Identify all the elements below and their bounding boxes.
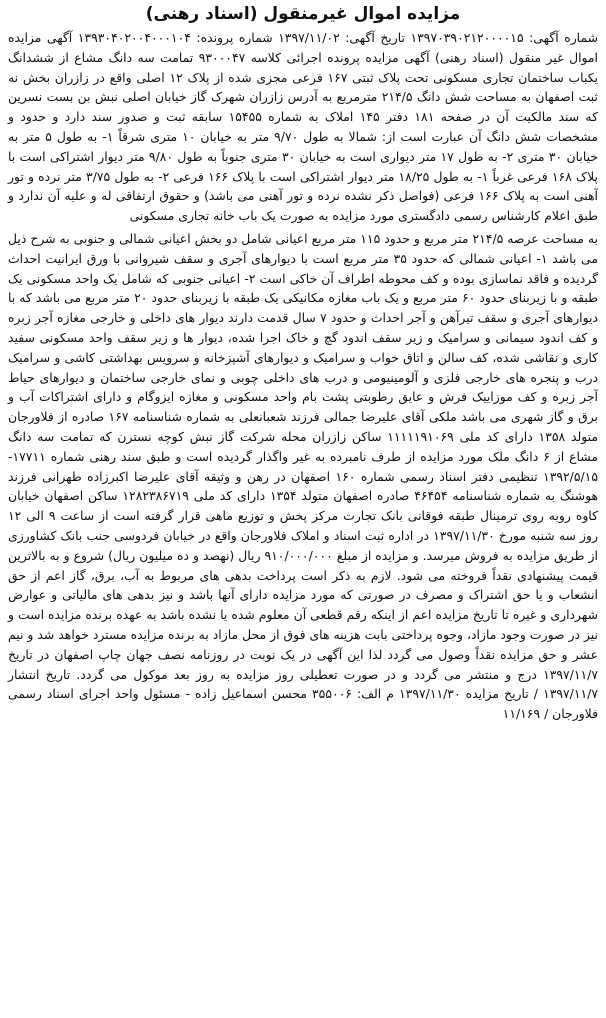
notice-paragraph-2: به مساحت عرصه ۲۱۴/۵ متر مربع و حدود ۱۱۵ متر مربع اعیانی شامل دو بخش اعیانی شمالی و جنوبی به شرح ذیل می باشد ۱- اعیانی شمالی که حدود ۳۵ متر مربع است با دیوارهای آجری و سقف شیروانی با ورق ایرانیت احداث گردیده و فاقد نماسازی بوده و کف محوطه اطراف آن خاکی است ۲- اعیانی جنوبی که شامل یک واحد مسکونی یک طبقه و با زیربنای حدود ۶۰ متر مربع و یک باب مغازه مکانیکی یک طبقه با زیربنای حدود ۲۰ متر مربع می باشد که با دیوارهای آجری و سقف تیرآهن و آجر احداث و حدود ۷ سال قدمت دارند دیوار های داخلی و خارجی مغازه آجر زبره و کف اندود سیمانی و سرامیک و زیر سقف اندود گچ و خاک اجرا شده، دیوار ها و زیر سقف واحد مسکونی سفید کاری و نقاشی شده، کف سالن و اتاق خواب و سرامیک و دیوارهای آشپزخانه و سرویس بهداشتی کاشی و سرامیک درب و پنجره های خارجی فلزی و آلومینیومی و درب های داخلی چوبی و نمای خارجی ساختمان و دیوارهای حیاط آجر زبره و کف موزاییک فرش و عایق رطوبتی پشت بام واحد مسکونی و مغازه ایزوگام و دارای اشتراکات آب و برق و گاز شهری می باشد ملکی آقای علیرضا جمالی فرزند شعبانعلی به شماره شناسنامه ۱۶۷ صادره از فلاورجان متولد ۱۳۵۸ دارای کد ملی ۱۱۱۱۱۹۱۰۶۹ ساکن زازران محله شرکت گاز نبش کوچه نسترن که تمامت سه دانگ مشاع از ۶ دانگ ملک مورد مزایده از طرف نامبرده به غیر واگذار گردیده است و طبق سند رهنی شماره ۱۷۷۱۱- ۱۳۹۲/۵/۱۵ تنظیمی دفتر اسناد رسمی شماره ۱۶۰ اصفهان در رهن و وثیقه آقای علیرضا اکبرزاده طهرانی فرزند هوشنگ به شماره شناسنامه ۴۶۴۵۴ صادره اصفهان متولد ۱۳۵۴ دارای کد ملی ۱۲۸۲۳۸۶۷۱۹ ساکن اصفهان خیابان کاوه روبه روی ترمینال طبقه فوقانی بانک تجارت مرکز پخش و توزیع ماهی قرار گرفته است از ساعت ۹ الی ۱۲ روز سه شنبه مورخ ۱۳۹۷/۱۱/۳۰ در اداره ثبت اسناد و املاک فلاورجان واقع در خیابان فردوسی جنب بانک کشاورزی از طریق مزایده به فروش میرسد. و مزایده از مبلغ ۹۱۰/۰۰۰/۰۰۰ ریال (نهصد و ده میلیون ریال) شروع و به بالاترین قیمت پیشنهادی نقداً فروخته می شود. لازم به ذکر است پرداخت بدهی های مربوط به آب، برق، گاز اعم از حق انشعاب و یا حق اشتراک و مصرف در صورتی که مورد مزایده دارای آنها باشد و نیز بدهی های مالیاتی و عوارض شهرداری و غیره تا تاریخ مزایده اعم از اینکه رقم قطعی آن معلوم شده یا نشده باشد به عهده برنده مزایده است و نیز در صورت وجود مازاد، وجوه پرداختی بابت هزینه های فوق از محل مازاد به برنده مزایده مسترد خواهد شد و نیم عشر و حق مزایده نقداً وصول می گردد لذا این آگهی در یک نوبت در روزنامه نصف جهان چاپ اصفهان در تاریخ ۱۳۹۷/۱۱/۷ درج و منتشر می گردد و در صورت تعطیلی روز مزایده به روز بعد موکول می گردد. تاریخ انتشار ۱۳۹۷/۱۱/۷ / تاریخ مزایده ۱۳۹۷/۱۱/۳۰ م الف: ۳۵۵۰۰۶ محسن اسماعیل زاده - مسئول واحد اجرای اسناد رسمی فلاورجان / ۱۱/۱۶۹ bbox=[8, 230, 599, 722]
notice-paragraph-1: شماره آگهی: ۱۳۹۷۰۳۹۰۲۱۲۰۰۰۰۱۵ تاریخ آگهی: ۱۳۹۷/۱۱/۰۲ شماره پرونده: ۱۳۹۳۰۴۰۲۰۰۴۰۰۰۱۰۴ آگهی مزایده اموال غیر منقول (اسناد رهنی) آگهی مزایده پرونده اجرائی کلاسه ۹۳۰۰۰۴۷ تمامت سه دانگ مشاع از ششدانگ یکباب ساختمان تجاری مسکونی تحت پلاک ثبتی ۱۶۷ فرعی مجزی شده از پلاک ۱۲ اصلی واقع در زازران بخش نه ثبت اصفهان به مساحت شش دانگ ۲۱۴/۵ مترمربع به آدرس زازران شهرک گاز خیابان اصلی نبش بن بست نسرین که سند مالکیت آن در صفحه ۱۸۱ دفتر ۱۴۵ املاک به شماره ۱۵۴۵۵ سابقه ثبت و صدور سند دارد و حدود و مشخصات شش دانگ آن عبارت است از: شمالا به طول ۹/۷۰ متر به خیابان ۱۰ متری شرقاً ۱- به طول ۵ متر به خیابان ۳۰ متری ۲- به طول ۱۷ متر دیواری است به خیابان ۳۰ متری جنوباً به طول ۹/۸۰ متر دیوار اشتراکی است با پلاک ۱۶۸ فرعی غرباً ۱- به طول ۱۸/۲۵ متر دیوار اشتراکی است با پلاک ۱۶۶ فرعی ۲- به طول ۳/۷۵ متر نرده و تور آهنی است به پلاک ۱۶۶ فرعی (فواصل ذکر نشده نرده و تور آهنی می باشد) و حقوق ارتفاقی له و علیه آن ندارد و طبق اعلام کارشناس رسمی دادگستری مورد مزایده به صورت یک باب خانه تجاری مسکونی bbox=[8, 30, 599, 224]
notice-title: مزایده اموال غیرمنقول (اسناد رهنی) bbox=[145, 4, 461, 24]
